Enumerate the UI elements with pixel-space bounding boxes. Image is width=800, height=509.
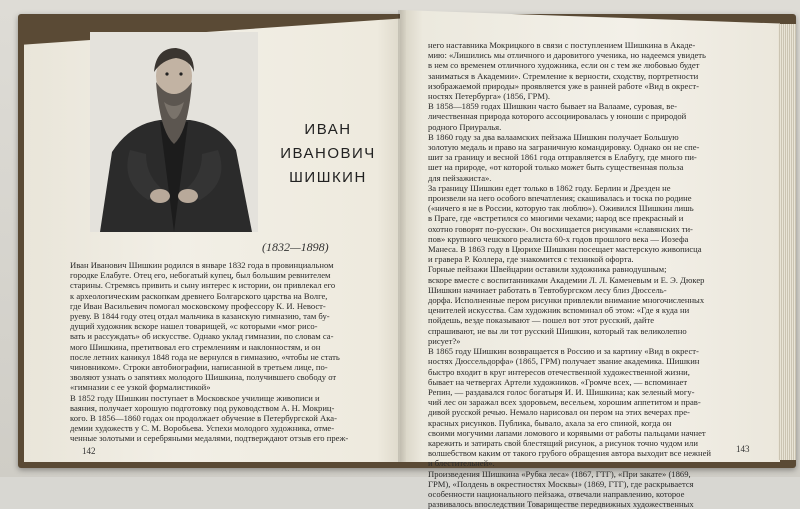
life-years: (1832—1898) (262, 240, 329, 254)
text-line: дорфа. Исполненные пером рисунки привлекли внимание многочисленных (428, 295, 705, 306)
book-spine (398, 10, 406, 462)
text-line: За границу Шишкин едет только в 1862 году. Берлин и Дрезден не (428, 182, 671, 193)
text-line: дивой русской речью. Немало нарисовал он пером на этих вечерах пре- (428, 407, 690, 418)
text-line: охотно говорят по-русски». Он восхищается рисунками «славянских ти- (428, 223, 693, 234)
text-line: кого. В 1856—1860 годах он продолжает обучение в Петербургской Ака- (70, 413, 337, 424)
text-line: Шишкин начинает работать в Тевтобургском лесу близ Дюссель- (428, 284, 667, 295)
text-line: чий лес он заражал всех здоровьем, весельем, хорошим аппетитом и прав- (428, 397, 701, 408)
text-line: вать и рассуждать» об искусстве. Однако уклад гимназии, по словам са- (70, 331, 334, 342)
text-line: В 1865 году Шишкин возвращается в Россию и за картину «Вид в окрест- (428, 346, 699, 357)
text-line: пойдешь, везде показывают — пошел вот этот русский, дайте (428, 315, 655, 326)
name-last: ШИШКИН (289, 169, 367, 186)
text-line: Манеса. В 1863 году в Цюрихе Шишкин посещает мастерскую живописца (428, 244, 702, 255)
portrait-image (90, 32, 258, 232)
text-line: чиновником». Строки автобиографии, написанной в третьем лице, по- (70, 362, 328, 373)
text-line: особенности национального пейзажа, отвечали направлению, которое (428, 488, 685, 499)
text-line: после летних каникул 1848 года не вернулся в гимназию, «чтобы не стать (70, 351, 340, 362)
text-line: мию: «Лишились мы отличного и даровитого ученика, но надеемся увидеть (428, 50, 706, 61)
text-line: В 1860 году за два валаамских пейзажа Шишкин получает Большую (428, 131, 679, 142)
text-line: шит за границу и весной 1861 года отправляется в Елабугу, где много пи- (428, 152, 697, 163)
text-line: городке Елабуге. Отец его, небогатый купец, был большим ревнителем (70, 270, 331, 281)
text-line: личественная природа которого ассоциировалась у юноши с природой (428, 111, 687, 122)
text-line: быстро входит в круг интересов отечественной художественной жизни, (428, 366, 690, 377)
name-patronymic: ИВАНОВИЧ (280, 145, 376, 162)
text-line: ГРМ), «Полдень в окрестностях Москвы» (1869, ГТГ), где раскрывается (428, 478, 694, 489)
text-line: («ничего я не в России, которую так люблю»). Оживился Шишкин лишь (428, 203, 694, 214)
text-line: изображаемой природы» проявляется уже в ранней работе «Вид в окрест- (428, 80, 699, 91)
text-line: спрашивают, не вы ли тот русский Шишкин, который так великолепно (428, 325, 687, 336)
text-line: старины. Стремясь привить и сыну интерес к истории, он привлекал его (70, 280, 336, 291)
text-line: ченные золотыми и серебряными медалями, подтверждают отзыв его преж- (70, 433, 349, 444)
text-line: для пейзажиста». (428, 172, 492, 183)
text-line: где Иван Васильевич помогал московскому профессору К. И. Невост- (70, 300, 326, 311)
text-line: родного Приуралья. (428, 121, 502, 132)
page-number-left: 142 (82, 446, 96, 456)
text-line: «гимназии с ее узкой формалистикой» (70, 382, 211, 393)
text-line: Иван Иванович Шишкин родился в январе 1832 года в провинциальном (70, 260, 334, 270)
text-line: ностях Петербурга» (1856, ГРМ). (428, 91, 551, 102)
text-line: Горные пейзажи Швейцарии оставили художника равнодушным; (428, 264, 667, 275)
text-line: руеву. В 1844 году отец отдал мальчика в казанскую гимназию, там бу- (70, 311, 330, 322)
text-line: Репин, — раздавался голос богатыря И. И. Шишкина; как зеленый могу- (428, 386, 695, 397)
text-line: и гравера Р. Коллера, где знакомится с техникой офорта. (428, 254, 634, 265)
text-line: в Праге, где «встретился со многими чехами; народ все прекрасный и (428, 213, 684, 224)
text-line: ваяния, получает хорошую подготовку под руководством А. Н. Мокриц- (70, 402, 335, 413)
portrait-photo (90, 32, 258, 232)
text-line: заниматься в Академии». Стремление к верности, сходству, портретности (428, 70, 699, 81)
text-line: демии художеств у С. М. Воробьева. Успехи молодого художника, отме- (70, 423, 335, 434)
text-line: своими могучими лапами ломового и корявыми от работы пальцами начнет (428, 427, 706, 438)
text-line: карежить и затирать свой блестящий рисунок, а рисунок точно чудом или (428, 437, 698, 448)
text-line: Произведения Шишкина «Рубка леса» (1867, ГТГ), «При закате» (1869, (428, 468, 691, 479)
text-line: зволяют узнать о запятиях молодого Шишкина, получившего свободу от (70, 372, 337, 383)
text-line: шет на природе, «от которой только может быть существенная польза (428, 162, 684, 173)
text-line: ностях Дюссельдорфа» (1865, ГРМ) получает звание академика. Шишкин (428, 356, 700, 367)
text-line: В 1858—1859 годах Шишкин часто бывает на Валааме, суровая, ве- (428, 101, 677, 112)
text-line: мого Шишкина, претитвовал его стремлениям и наклонностям, и он (70, 341, 321, 352)
text-line: красных рисунков. Публика, бывало, ахала за его спиной, когда он (428, 417, 672, 428)
text-line: произвели на него особого впечатления; скашивалась и тоска по родине (428, 193, 692, 204)
text-line: пов» крупного чешского реалиста 60-х годов прошлого века — Иозефа (428, 233, 689, 244)
text-line: него наставника Мокрицкого в связи с поступлением Шишкина в Акаде- (428, 40, 696, 50)
text-line: рисует?» (428, 335, 461, 346)
right-page-text (428, 40, 746, 509)
artist-name (268, 118, 388, 190)
text-line: волшебством каким от такого грубого обращения автора выходит все нежней (428, 448, 712, 459)
text-line: дущий художник вскоре нашел товарищей, «с которыми «мог рисо- (70, 321, 318, 332)
text-line: бывает на четвергах Артели художников. «Громче всех, — вспоминает (428, 376, 688, 387)
text-line: к археологическим раскопкам древнего Болгарского царства на Волге, (70, 290, 328, 301)
text-line: в нем со временем отличного художника, если он с тем же любовью будет (428, 60, 700, 71)
text-line: вскоре вместе с воспитанниками Академии Л. Л. Каменевым и Е. Э. Дюкер (428, 274, 705, 285)
left-page-text (70, 260, 378, 444)
text-line: и блестительней». (428, 458, 495, 469)
text-line: золотую медаль и право на заграничную командировку. Однако он не спе- (428, 142, 700, 153)
page-number-right: 143 (736, 444, 750, 454)
text-line: развивалось впоследствии Товариществе передвижных художественных (428, 499, 694, 509)
page-edges (778, 24, 796, 460)
text-line: В 1852 году Шишкин поступает в Московское училище живописи и (70, 392, 320, 403)
text-line: ценителей искусства. Сам художник вспоминал об этом: «Где я куда ни (428, 305, 690, 316)
name-first: ИВАН (304, 121, 352, 138)
